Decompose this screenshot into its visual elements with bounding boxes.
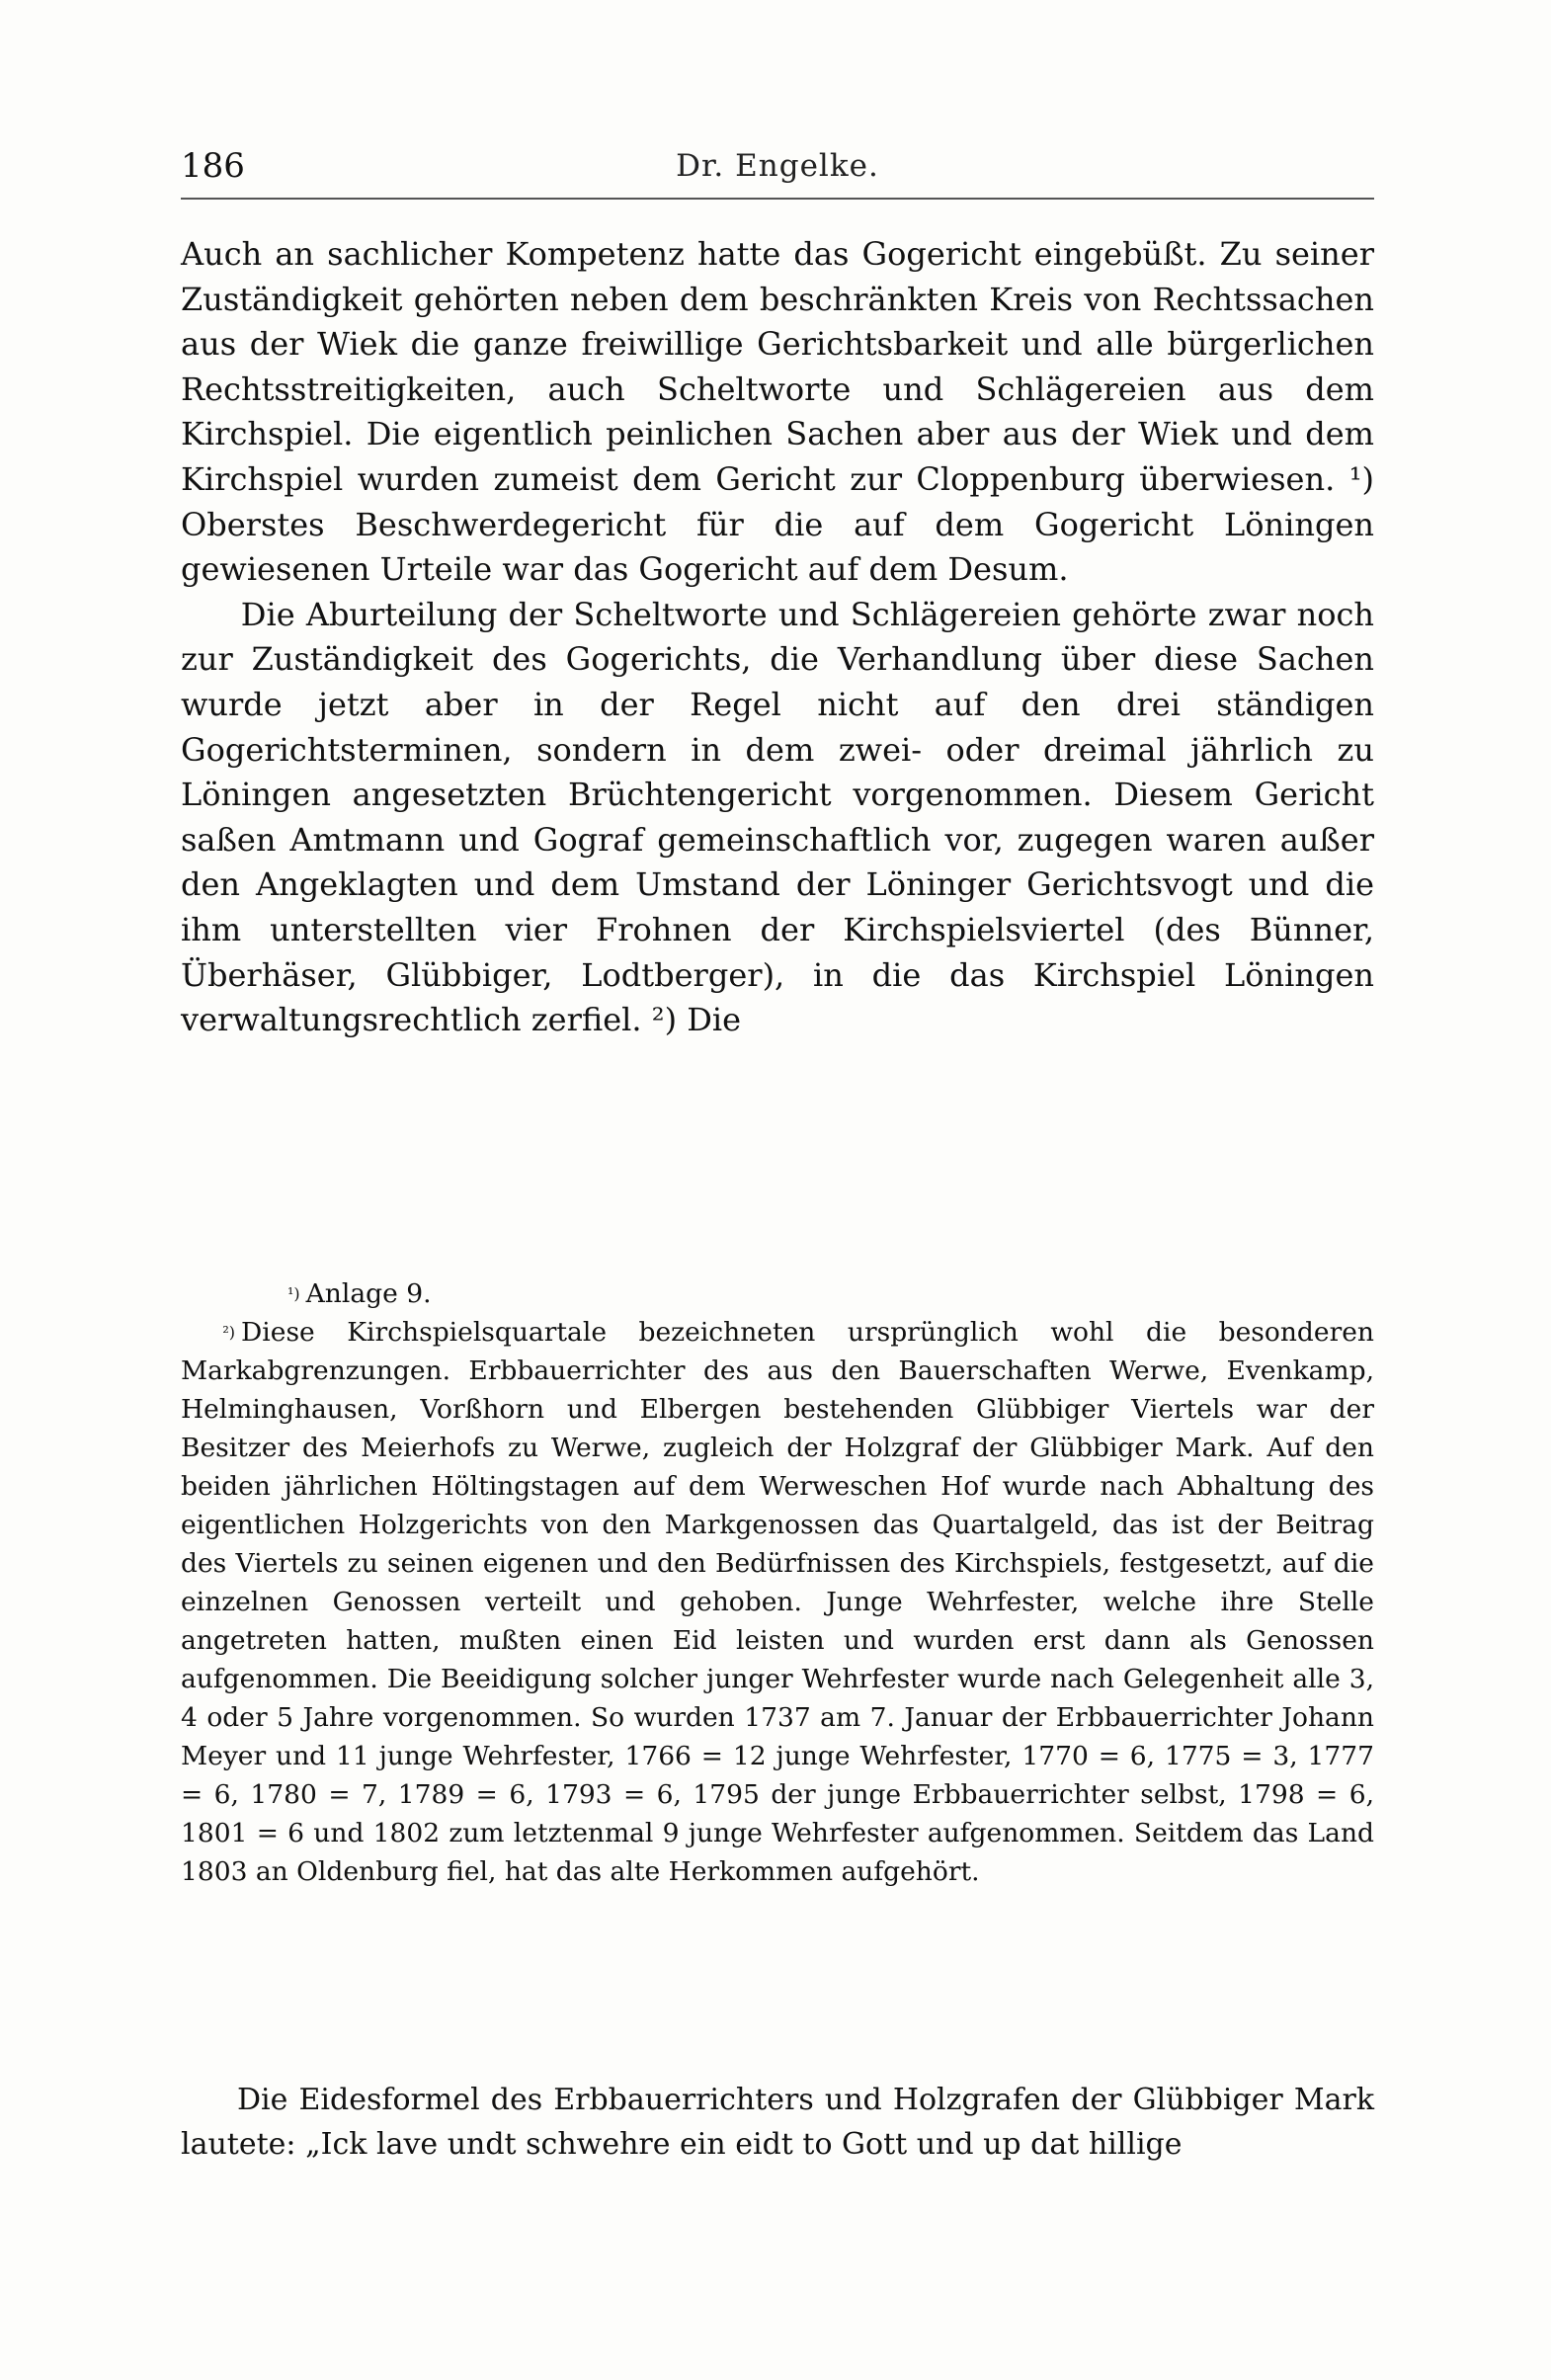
footnotes <box>181 1274 1374 1891</box>
main-text <box>181 232 1374 1043</box>
footnote-continuation <box>181 2078 1374 2167</box>
footnote-marker: ²) <box>222 1323 236 1342</box>
footnote-text: Diese Kirchspielsquartale bezeichneten ursprünglich wohl die besonderen Markabgrenzungen. Erbbauerrichter des aus den Bauerschaften Werwe, Evenkamp, Helminghausen, Vorßhorn und Elbergen bestehenden Glübbiger Viertels war der Besitzer des Meierhofs zu Werwe, zugleich der Holzgraf der Glübbiger Mark. Auf den beiden jährlichen Höltingstagen auf dem Werweschen Hof wurde nach Abhaltung des eigentlichen Holzgerichts von den Markgenossen das Quartalgeld, das ist der Beitrag des Viertels zu seinen eigenen und den Bedürfnissen des Kirchspiels, festgesetzt, auf die einzelnen Genossen verteilt und gehoben. Junge Wehrfester, welche ihre Stelle angetreten hatten, mußten einen Eid leisten und wurden erst dann als Genossen aufgenommen. Die Beeidigung solcher junger Wehrfester wurde nach Gelegenheit alle 3, 4 oder 5 Jahre vorgenommen. So wurden 1737 am 7. Januar der Erbbauerrichter Johann Meyer und 11 junge Wehrfester, 1766 = 12 junge Wehrfester, 1770 = 6, 1775 = 3, 1777 = 6, 1780 = 7, 1789 = 6, 1793 = 6, 1795 der junge Erbbauerrichter selbst, 1798 = 6, 1801 = 6 und 1802 zum letztenmal 9 junge Wehrfester aufgenommen. Seitdem das Land 1803 an Oldenburg fiel, hat das alte Herkommen aufgehört. <box>181 1317 1374 1887</box>
page-header <box>181 146 1374 200</box>
footnote-1 <box>181 1274 1374 1313</box>
footnote-marker: ¹) <box>287 1284 300 1303</box>
page-number: 186 <box>181 146 245 186</box>
running-title: Dr. Engelke. <box>676 148 879 184</box>
footnote-text: Anlage 9. <box>305 1278 432 1309</box>
footnote-2 <box>181 1313 1374 1891</box>
footnote-paragraph: Die Eidesformel des Erbbauerrichters und Holzgrafen der Glübbiger Mark lautete: „Ick lave undt schwehre ein eidt to Gott und up dat hillige <box>181 2083 1374 2162</box>
paragraph: Die Aburteilung der Scheltworte und Schlägereien gehörte zwar noch zur Zuständigkeit des Gogerichts, die Verhandlung über diese Sachen wurde jetzt aber in der Regel nicht auf den drei ständigen Gogerichtsterminen, sondern in dem zwei- oder dreimal jährlich zu Löningen angesetzten Brüchtengericht vorgenommen. Diesem Gericht saßen Amtmann und Gograf gemeinschaftlich vor, zugegen waren außer den Angeklagten und dem Umstand der Löninger Gerichtsvogt und die ihm unterstellten vier Frohnen der Kirchspielsviertel (des Bünner, Überhäser, Glübbiger, Lodtberger), in die das Kirchspiel Löningen verwaltungsrechtlich zerfiel. ²) Die <box>181 595 1374 1039</box>
paragraph: Auch an sachlicher Kompetenz hatte das Gogericht eingebüßt. Zu seiner Zuständigkeit gehörten neben dem beschränkten Kreis von Rechtssachen aus der Wiek die ganze freiwillige Gerichtsbarkeit und alle bürgerlichen Rechtsstreitigkeiten, auch Scheltworte und Schlägereien aus dem Kirchspiel. Die eigentlich peinlichen Sachen aber aus der Wiek und dem Kirchspiel wurden zumeist dem Gericht zur Cloppenburg überwiesen. ¹) Oberstes Beschwerdegericht für die auf dem Gogericht Löningen gewiesenen Urteile war das Gogericht auf dem Desum. <box>181 235 1374 589</box>
